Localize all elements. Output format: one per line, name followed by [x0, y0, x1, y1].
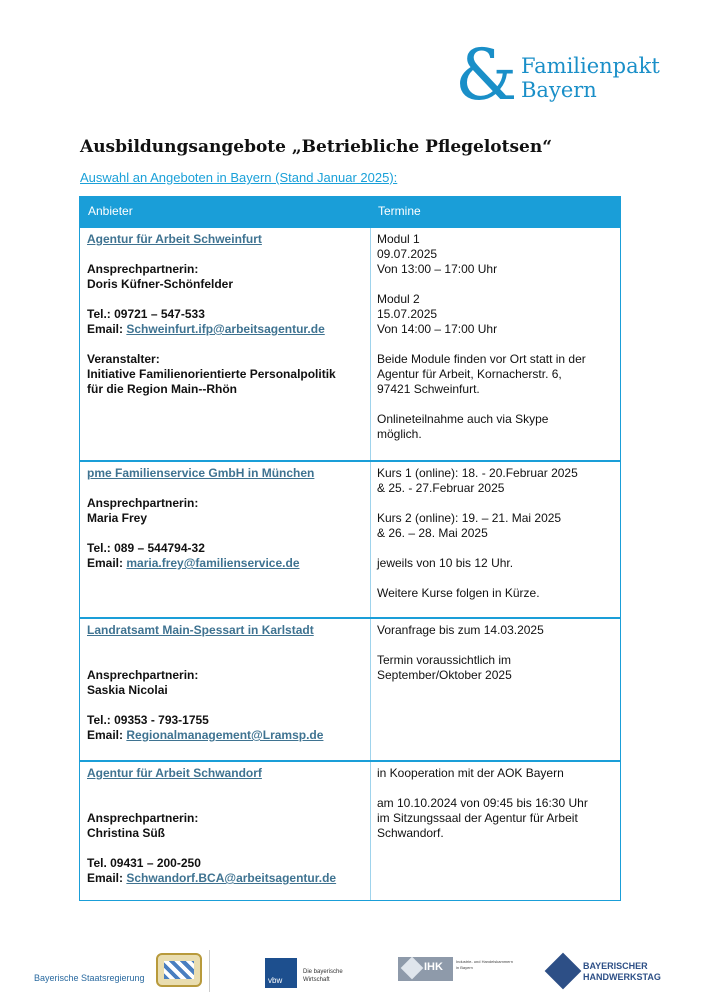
email-label: Email:: [87, 556, 124, 570]
organizer-line: für die Region Main--Rhön: [87, 382, 237, 396]
email-label: Email:: [87, 728, 124, 742]
vbw-text: [303, 968, 343, 984]
ihk-text-line: in Bayern: [456, 965, 473, 970]
contact-label: Ansprechpartnerin:: [87, 668, 199, 682]
ihk-text: [456, 959, 513, 971]
date-line: Von 13:00 – 17:00 Uhr: [377, 262, 498, 276]
email-line: [87, 556, 364, 571]
dates-cell: [370, 619, 620, 760]
date-line: Kurs 1 (online): 18. - 20.Februar 2025: [377, 466, 578, 480]
dates-cell: [370, 462, 620, 617]
provider-link[interactable]: Agentur für Arbeit Schweinfurt: [87, 232, 262, 246]
email-link[interactable]: Schwandorf.BCA@arbeitsagentur.de: [126, 871, 337, 885]
phone: Tel. 09431 – 200-250: [87, 856, 201, 870]
date-line: Onlineteilnahme auch via Skype: [377, 412, 549, 426]
logo-line-1: Familienpakt: [521, 54, 660, 78]
contact-label: Ansprechpartnerin:: [87, 496, 199, 510]
date-line: 97421 Schweinfurt.: [377, 382, 480, 396]
table-row: [80, 760, 620, 900]
dates-cell: [370, 228, 620, 460]
date-line: möglich.: [377, 427, 422, 441]
provider-cell: [80, 228, 370, 460]
phone: Tel.: 09353 - 793-1755: [87, 713, 209, 727]
date-line: in Kooperation mit der AOK Bayern: [377, 766, 564, 780]
provider-cell: [80, 462, 370, 617]
date-line: & 25. - 27.Februar 2025: [377, 481, 505, 495]
bavarian-crest-icon: [156, 953, 202, 987]
table-row: [80, 460, 620, 617]
ihk-label: IHK: [424, 961, 443, 973]
ihk-text-line: Industrie- und Handelskammern: [456, 959, 513, 964]
footer-logos: [0, 940, 702, 997]
handwerkstag-line: HANDWERKSTAG: [583, 972, 661, 982]
divider: [209, 950, 210, 992]
contact-name: Maria Frey: [87, 511, 148, 525]
ihk-logo: [398, 957, 453, 981]
email-label: Email:: [87, 322, 124, 336]
email-link[interactable]: Schweinfurt.ifp@arbeitsagentur.de: [126, 322, 325, 336]
vbw-text-line: Wirtschaft: [303, 977, 330, 983]
contact-name: Christina Süß: [87, 826, 166, 840]
email-line: [87, 728, 364, 743]
handwerkstag-text: [583, 961, 661, 983]
organizer-line: Initiative Familienorientierte Personalpolitik: [87, 367, 336, 381]
dates-cell: [370, 762, 620, 900]
phone: Tel.: 09721 – 547-533: [87, 307, 205, 321]
familienpakt-logo: [455, 34, 660, 116]
date-line: 15.07.2025: [377, 307, 438, 321]
page-title: Ausbildungsangebote „Betriebliche Pflegelotsen“: [80, 137, 553, 157]
date-line: Agentur für Arbeit, Kornacherstr. 6,: [377, 367, 562, 381]
vbw-text-line: Die bayerische: [303, 969, 343, 975]
table-header: [80, 197, 620, 226]
subtitle-link[interactable]: Auswahl an Angeboten in Bayern (Stand Januar 2025):: [80, 170, 398, 185]
ampersand-logo-icon: &: [455, 34, 518, 116]
provider-cell: [80, 619, 370, 760]
provider-link[interactable]: Landratsamt Main-Spessart in Karlstadt: [87, 623, 314, 637]
date-line: Kurs 2 (online): 19. – 21. Mai 2025: [377, 511, 562, 525]
email-label: Email:: [87, 871, 124, 885]
phone: Tel.: 089 – 544794-32: [87, 541, 205, 555]
table-row: [80, 226, 620, 460]
date-line: jeweils von 10 bis 12 Uhr.: [377, 556, 514, 570]
staatsregierung-label: Bayerische Staatsregierung: [34, 973, 145, 983]
provider-cell: [80, 762, 370, 900]
email-link[interactable]: Regionalmanagement@Lramsp.de: [126, 728, 324, 742]
logo-line-2: Bayern: [521, 78, 597, 102]
date-line: Beide Module finden vor Ort statt in der: [377, 352, 586, 366]
provider-link[interactable]: pme Familienservice GmbH in München: [87, 466, 315, 480]
date-line: & 26. – 28. Mai 2025: [377, 526, 488, 540]
vbw-logo: vbw: [265, 958, 297, 988]
ihk-diamond-icon: [401, 957, 424, 980]
date-line: September/Oktober 2025: [377, 668, 512, 682]
email-line: [87, 322, 364, 337]
contact-label: Ansprechpartnerin:: [87, 262, 199, 276]
table-row: [80, 617, 620, 760]
date-line: Modul 2: [377, 292, 420, 306]
date-line: Modul 1: [377, 232, 420, 246]
date-line: Weitere Kurse folgen in Kürze.: [377, 586, 540, 600]
date-line: im Sitzungssaal der Agentur für Arbeit: [377, 811, 578, 825]
handwerkstag-diamond-icon: [545, 953, 582, 990]
handwerkstag-line: BAYERISCHER: [583, 961, 648, 971]
contact-label: Ansprechpartnerin:: [87, 811, 199, 825]
header-anbieter: Anbieter: [88, 204, 133, 218]
date-line: Schwandorf.: [377, 826, 444, 840]
email-line: [87, 871, 364, 886]
logo-text: [521, 54, 660, 102]
date-line: Termin voraussichtlich im: [377, 653, 512, 667]
email-link[interactable]: maria.frey@familienservice.de: [126, 556, 300, 570]
header-termine: Termine: [378, 204, 421, 218]
date-line: Voranfrage bis zum 14.03.2025: [377, 623, 544, 637]
organizer-label: Veranstalter:: [87, 352, 160, 366]
contact-name: Doris Küfner-Schönfelder: [87, 277, 234, 291]
contact-name: Saskia Nicolai: [87, 683, 168, 697]
provider-link[interactable]: Agentur für Arbeit Schwandorf: [87, 766, 262, 780]
date-line: Von 14:00 – 17:00 Uhr: [377, 322, 498, 336]
offers-table: [79, 196, 621, 901]
date-line: 09.07.2025: [377, 247, 438, 261]
date-line: am 10.10.2024 von 09:45 bis 16:30 Uhr: [377, 796, 588, 810]
